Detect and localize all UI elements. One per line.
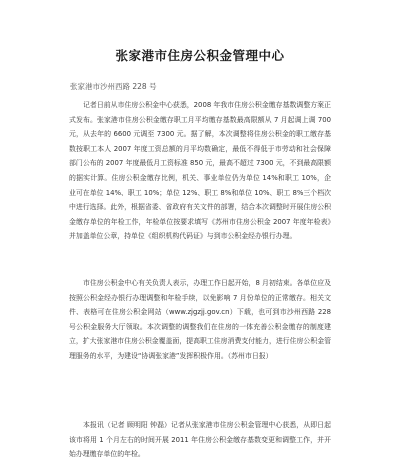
document-address: 张家港市沙州西路 228 号	[70, 82, 157, 91]
document-title: 张家港市住房公积金管理中心	[115, 48, 285, 63]
paragraph-1: 记者日前从市住房公积金中心获悉，2008 年我市住房公积金缴存基数调整方案正式发布。张家港市住房公积金缴存职工月平均缴存基数最高限额从 7 月起调上调 700 元，从去年的 6600 元调至 7300 元。据了解，本次调整将住房公积金的职工缴存基数按职工本人 2007 年度工资总额的月平均数确定，最低不得低于市劳动和社会保障部门公布的 2007 年度最低月工资标准 850 元，最高不超过 7300 元，不到最高限额的据实计算。住房公积金缴存比例，机关、事业单位仍为单位 14%和职工 10%，企业可在单位 14%、职工 10%；单位 12%、职工 8%和单位 10%、职工 8%三个档次中进行选择。此外，根据省委、省政府有关文件的部署，结合本次调整时开展住房公积金缴存单位的年检工作，年检单位按要求填写《苏州市住房公积金 2007 年度年检表》并加盖单位公章，持单位《组织机构代码证》与到市公积金经办银行办理。	[69, 101, 331, 241]
paragraph-3: 本报讯（记者 顾明阳 钟磊）记者从张家港市住房公积金管理中心获悉，从即日起该市将用 1 个月左右的时间开展 2011 年住房公积金缴存基数变更和调整工作，并开始办理缴存单位的年检。	[69, 421, 331, 459]
paragraph-2: 市住房公积金中心有关负责人表示，办理工作日起开始，8 月初结束。各单位应及按照公积金经办银行办理调整和年检手续，以免影响 7 月份单位的正常缴存。相关文件、表格可在住房公积金网站（www.zjgzjj.gov.cn）下载，也可到市沙州西路 228 号公积金服务大厅领取。本次调整的调整我们在住房的一体充善公积金缴存的制度建立，扩大张家港市住房公积金覆盖面，提高职工住房消费支付能力，进行住房公积金管理服务的水平，为建设“协调张家港”发挥积极作用。（苏州市日报）	[69, 279, 331, 360]
